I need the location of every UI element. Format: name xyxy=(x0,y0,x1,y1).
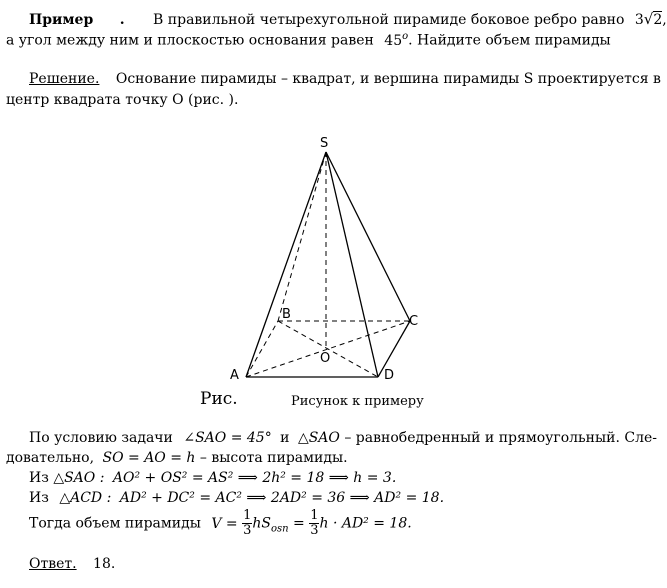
body-line-4 xyxy=(29,490,444,506)
diagonal-BD xyxy=(278,321,378,377)
figure-label: Рис. xyxy=(200,389,238,409)
problem-label: Пример xyxy=(29,12,94,28)
body-line-5 xyxy=(29,509,412,538)
problem-label-dot: . xyxy=(119,12,125,28)
fraction xyxy=(242,509,252,538)
problem-text: В правильной четырехугольной пирамиде боковое ребро равно xyxy=(153,12,625,28)
body-line-2 xyxy=(6,450,348,466)
body-text: довательно, xyxy=(6,450,95,466)
solution-text-2: центр квадрата точку O (рис. ). xyxy=(6,92,239,108)
triangle-expression: △SAO : xyxy=(53,470,105,486)
vertex-label-C: C xyxy=(409,314,419,329)
body-text: – равнобедренный и прямоугольный. Сле- xyxy=(344,430,657,446)
fraction-denominator: 3 xyxy=(243,523,252,538)
volume-symbol: V = xyxy=(211,515,238,532)
pythagoras-equation: AO² + OS² = AS² ⟹ 2h² = 18 ⟹ h = 3. xyxy=(112,470,397,486)
solution-text-1: Основание пирамиды – квадрат, и вершина пирамиды S проектируется в xyxy=(115,71,661,87)
edge-SA xyxy=(246,152,326,377)
volume-expression: hS xyxy=(252,515,271,532)
sqrt-icon: √ xyxy=(643,10,654,28)
base-subscript: osn xyxy=(270,523,289,535)
answer-line xyxy=(29,556,115,572)
edge-coefficient: 3 xyxy=(634,12,644,28)
diagonal-equation: AD² + DC² = AC² ⟹ 2AD² = 36 ⟹ AD² = 18. xyxy=(119,490,445,506)
triangle-expression: △SAO xyxy=(297,430,340,446)
body-line-3 xyxy=(29,470,396,486)
vertex-label-S: S xyxy=(320,136,329,151)
solution-label: Решение. xyxy=(29,71,100,87)
answer-value: 18. xyxy=(93,556,116,572)
angle-value: 45 xyxy=(384,32,403,49)
body-text: – высота пирамиды. xyxy=(199,450,348,466)
punct: , xyxy=(662,12,667,28)
body-text: По условию задачи xyxy=(29,430,173,446)
angle-expression: ∠SAO = 45° xyxy=(183,430,272,446)
vertex-label-D: D xyxy=(384,368,395,383)
edge-root: 2 xyxy=(653,12,663,28)
figure-caption: Рисунок к примеру xyxy=(291,394,424,409)
edge-AB xyxy=(246,321,278,377)
body-line-1 xyxy=(29,430,657,446)
problem-text-2: а угол между ним и плоскостью основания равен xyxy=(6,32,374,49)
problem-text-3: . Найдите объем пирамиды xyxy=(408,32,611,49)
answer-label: Ответ. xyxy=(29,556,77,572)
fraction-denominator: 3 xyxy=(310,523,319,538)
fraction-numerator: 1 xyxy=(243,508,252,523)
degree-sup: o xyxy=(402,31,409,42)
fraction-numerator: 1 xyxy=(310,508,319,523)
height-expression: SO = AO = h xyxy=(102,450,196,466)
body-text: Из xyxy=(29,490,49,506)
edge-SB xyxy=(278,152,326,321)
volume-result: h · AD² = 18. xyxy=(319,515,412,532)
body-text: и xyxy=(280,430,290,446)
equals-sign: = xyxy=(293,515,305,532)
triangle-expression: △ACD : xyxy=(59,490,112,506)
vertex-label-A: A xyxy=(230,368,239,383)
body-text: Из xyxy=(29,470,49,486)
body-text: Тогда объем пирамиды xyxy=(29,515,201,532)
edge-SD xyxy=(326,152,378,377)
edge-SC xyxy=(326,152,410,321)
vertex-label-O: O xyxy=(320,351,331,366)
vertex-label-B: B xyxy=(282,307,291,322)
fraction xyxy=(309,509,319,538)
